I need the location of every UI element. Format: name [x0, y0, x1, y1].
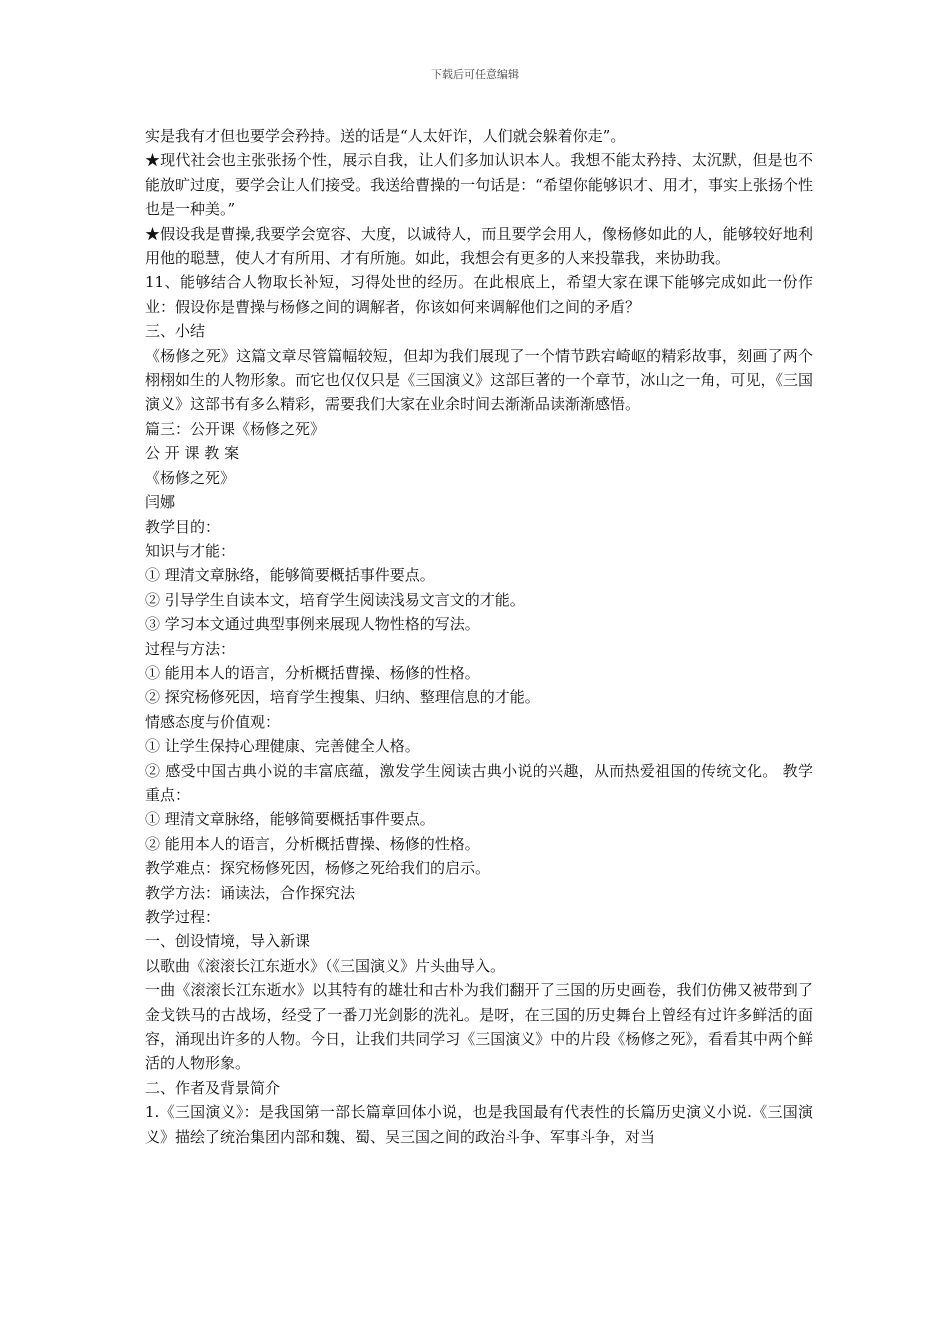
section-heading: 教学目的： [145, 517, 221, 536]
list-item: ③ 学习本文通过典型事例来展现人物性格的写法。 [145, 615, 480, 634]
section-heading: 三、小结 [145, 322, 206, 341]
subsection-heading: 过程与方法： [145, 639, 236, 658]
subsection-heading: 知识与才能： [145, 541, 236, 560]
document-body [145, 124, 813, 1149]
list-item: ② 引导学生自读本文，培育学生阅读浅易文言文的才能。 [145, 590, 525, 609]
list-item: ① 让学生保持心理健康、完善健全人格。 [145, 737, 420, 756]
list-item: ① 理清文章脉络，能够简要概括事件要点。 [145, 810, 435, 829]
section-heading: 一、创设情境，导入新课 [145, 932, 311, 951]
paragraph: ★假设我是曹操,我要学会宽容、大度，以诚待人，而且要学会用人，像杨修如此的人，能够较好地利用他的聪慧，使人才有所用、才有所施。如此，我想会有更多的人来投靠我，来协助我。 [145, 224, 813, 268]
list-item: ① 理清文章脉络，能够简要概括事件要点。 [145, 566, 435, 585]
author-name: 闫娜 [145, 493, 176, 512]
paragraph: 一曲《滚滚长江东逝水》以其特有的雄壮和古朴为我们翻开了三国的历史画卷，我们仿佛又被带到了金戈铁马的古战场，经受了一番刀光剑影的洗礼。是呀，在三国的历史舞台上曾经有过许多鲜活的面容，涌现出许多的人物。今日，让我们共同学习《三国演义》中的片段《杨修之死》，看看其中两个鲜活的人物形象。 [145, 981, 813, 1073]
list-item: ② 探究杨修死因，培育学生搜集、归纳、整理信息的才能。 [145, 688, 540, 707]
paragraph: 实是我有才但也要学会矜持。送的话是“人太奸诈，人们就会躲着你走”。 [145, 127, 626, 145]
list-item: ② 能用本人的语言，分析概括曹操、杨修的性格。 [145, 834, 480, 853]
section-heading: 篇三：公开课《杨修之死》 [145, 419, 326, 438]
section-heading: 二、作者及背景简介 [145, 1078, 281, 1097]
lesson-title: 《杨修之死》 [145, 468, 236, 487]
list-item: ② 感受中国古典小说的丰富底蕴，激发学生阅读古典小说的兴趣，从而热爱祖国的传统文化。 教学重点： [145, 761, 813, 804]
section-heading: 教学过程： [145, 908, 221, 926]
list-item: ① 能用本人的语言，分析概括曹操、杨修的性格。 [145, 663, 480, 682]
paragraph: 以歌曲《滚滚长江东逝水》（《三国演义》片头曲导入。 [145, 956, 506, 975]
page-header: 下载后可任意编辑 [431, 68, 519, 81]
paragraph: ★现代社会也主张张扬个性，展示自我，让人们多加认识本人。我想不能太矜持、太沉默，但是也不能放旷过度，要学会让人们接受。我送给曹操的一句话是：“希望你能够识才、用才，事实上张扬个性也是一种美。” [145, 151, 813, 219]
paragraph: 1.《三国演义》：是我国第一部长篇章回体小说，也是我国最有代表性的长篇历史演义小说.《三国演义》描绘了统治集团内部和魏、蜀、吴三国之间的政治斗争、军事斗争，对当 [145, 1103, 813, 1146]
paragraph: 教学方法：诵读法，合作探究法 [145, 883, 356, 902]
lesson-plan-title: 公 开 课 教 案 [145, 444, 240, 463]
paragraph: 教学难点：探究杨修死因，杨修之死给我们的启示。 [145, 859, 491, 878]
paragraph: 《杨修之死》这篇文章尽管篇幅较短，但却为我们展现了一个情节跌宕崎岖的精彩故事，刻画了两个栩栩如生的人物形象。而它也仅仅只是《三国演义》这部巨著的一个章节，冰山之一角，可见，《三国演义》这部书有多么精彩，需要我们大家在业余时间去渐渐品读渐渐感悟。 [145, 346, 813, 414]
paragraph: 11、能够结合人物取长补短，习得处世的经历。在此根底上，希望大家在课下能够完成如此一份作业：假设你是曹操与杨修之间的调解者，你该如何来调解他们之间的矛盾？ [145, 273, 813, 316]
subsection-heading: 情感态度与价值观： [145, 712, 281, 731]
